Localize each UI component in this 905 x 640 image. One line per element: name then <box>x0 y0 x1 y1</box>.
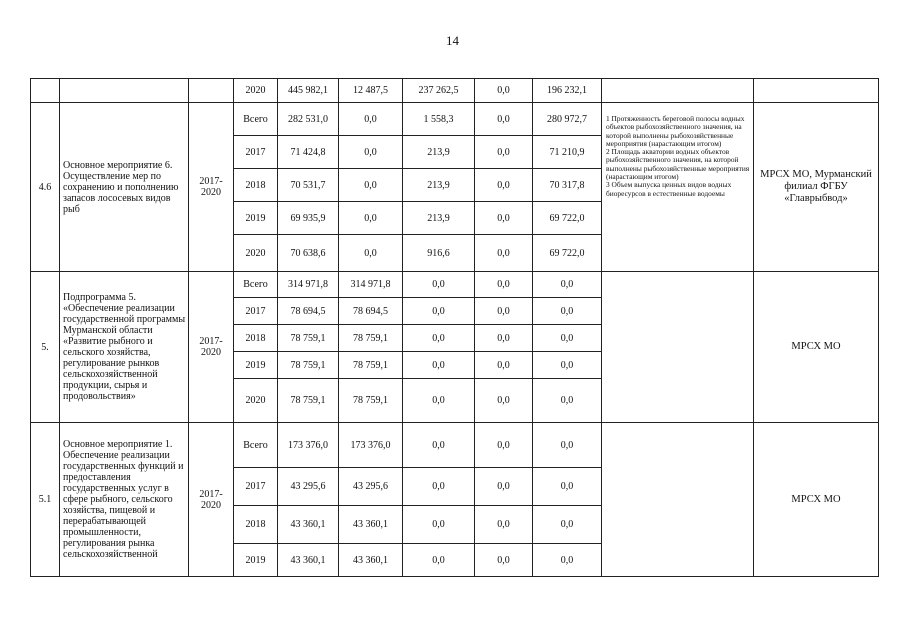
federal-budget-cell: 213,9 <box>403 136 475 169</box>
period-cell: 2017- 2020 <box>189 423 234 577</box>
extra-budget-cell: 69 722,0 <box>533 235 602 272</box>
year-cell: 2017 <box>234 468 278 506</box>
period-cell: 2017- 2020 <box>189 103 234 272</box>
year-cell: Всего <box>234 423 278 468</box>
local-budget-cell: 0,0 <box>475 169 533 202</box>
regional-budget-cell: 43 360,1 <box>339 544 403 577</box>
item-number-cell: 5.1 <box>31 423 60 577</box>
year-cell: 2020 <box>234 79 278 103</box>
regional-budget-cell: 43 295,6 <box>339 468 403 506</box>
responsible-executor-cell: МРСХ МО, Мурманский филиал ФГБУ «Главрыбвод» <box>754 103 879 272</box>
federal-budget-cell: 0,0 <box>403 325 475 352</box>
local-budget-cell: 0,0 <box>475 79 533 103</box>
year-cell: 2018 <box>234 169 278 202</box>
item-number-cell: 5. <box>31 272 60 423</box>
total-cell: 78 694,5 <box>278 298 339 325</box>
total-cell: 43 360,1 <box>278 506 339 544</box>
year-cell: 2019 <box>234 544 278 577</box>
federal-budget-cell: 0,0 <box>403 379 475 423</box>
local-budget-cell: 0,0 <box>475 235 533 272</box>
regional-budget-cell: 78 694,5 <box>339 298 403 325</box>
regional-budget-cell: 314 971,8 <box>339 272 403 298</box>
local-budget-cell: 0,0 <box>475 379 533 423</box>
indicators-cell <box>602 272 754 423</box>
local-budget-cell: 0,0 <box>475 202 533 235</box>
extra-budget-cell: 0,0 <box>533 352 602 379</box>
local-budget-cell: 0,0 <box>475 136 533 169</box>
year-cell: 2019 <box>234 352 278 379</box>
page-number: 14 <box>446 33 459 48</box>
table-row <box>31 79 879 103</box>
federal-budget-cell: 0,0 <box>403 298 475 325</box>
responsible-cell <box>754 79 879 103</box>
federal-budget-cell: 213,9 <box>403 169 475 202</box>
indicator-item: 2 Площадь акватории водных объектов рыбохозяйственного значения, на которой выполнены рыбохозяйственные мероприятия (нарастающим итогом) <box>606 147 750 182</box>
year-cell: 2018 <box>234 506 278 544</box>
regional-budget-cell: 0,0 <box>339 136 403 169</box>
federal-budget-cell: 0,0 <box>403 506 475 544</box>
extra-budget-cell: 71 210,9 <box>533 136 602 169</box>
total-cell: 69 935,9 <box>278 202 339 235</box>
extra-budget-cell: 0,0 <box>533 423 602 468</box>
federal-budget-cell: 0,0 <box>403 544 475 577</box>
extra-budget-cell: 0,0 <box>533 468 602 506</box>
item-number-cell: 4.6 <box>31 103 60 272</box>
empty-cell <box>60 79 189 103</box>
extra-budget-cell: 0,0 <box>533 506 602 544</box>
federal-budget-cell: 0,0 <box>403 423 475 468</box>
activity-name-cell: Подпрограмма 5. «Обеспечение реализации государственной программы Мурманской области «Развитие рыбного и сельского хозяйства, регулирование рынков сельскохозяйственной продукции, сырья и продовольствия» <box>60 272 189 423</box>
total-cell: 282 531,0 <box>278 103 339 136</box>
regional-budget-cell: 78 759,1 <box>339 325 403 352</box>
federal-budget-cell: 0,0 <box>403 352 475 379</box>
federal-budget-cell: 237 262,5 <box>403 79 475 103</box>
extra-budget-cell: 0,0 <box>533 544 602 577</box>
extra-budget-cell: 0,0 <box>533 325 602 352</box>
extra-budget-cell: 0,0 <box>533 298 602 325</box>
year-cell: Всего <box>234 103 278 136</box>
local-budget-cell: 0,0 <box>475 468 533 506</box>
program-activities-table <box>30 78 879 577</box>
empty-cell <box>31 79 60 103</box>
total-cell: 43 360,1 <box>278 544 339 577</box>
regional-budget-cell: 173 376,0 <box>339 423 403 468</box>
year-cell: 2018 <box>234 325 278 352</box>
regional-budget-cell: 0,0 <box>339 103 403 136</box>
extra-budget-cell: 196 232,1 <box>533 79 602 103</box>
year-cell: 2017 <box>234 298 278 325</box>
local-budget-cell: 0,0 <box>475 103 533 136</box>
total-cell: 173 376,0 <box>278 423 339 468</box>
regional-budget-cell: 0,0 <box>339 235 403 272</box>
local-budget-cell: 0,0 <box>475 506 533 544</box>
federal-budget-cell: 213,9 <box>403 202 475 235</box>
year-cell: 2019 <box>234 202 278 235</box>
regional-budget-cell: 0,0 <box>339 169 403 202</box>
indicators-cell <box>602 423 754 577</box>
year-cell: 2020 <box>234 235 278 272</box>
responsible-executor-cell: МРСХ МО <box>754 423 879 577</box>
federal-budget-cell: 0,0 <box>403 468 475 506</box>
total-cell: 43 295,6 <box>278 468 339 506</box>
regional-budget-cell: 78 759,1 <box>339 379 403 423</box>
extra-budget-cell: 0,0 <box>533 379 602 423</box>
empty-cell <box>189 79 234 103</box>
total-cell: 78 759,1 <box>278 352 339 379</box>
year-cell: Всего <box>234 272 278 298</box>
total-cell: 71 424,8 <box>278 136 339 169</box>
regional-budget-cell: 12 487,5 <box>339 79 403 103</box>
regional-budget-cell: 78 759,1 <box>339 352 403 379</box>
total-cell: 70 638,6 <box>278 235 339 272</box>
extra-budget-cell: 280 972,7 <box>533 103 602 136</box>
table-row <box>31 423 879 468</box>
regional-budget-cell: 0,0 <box>339 202 403 235</box>
local-budget-cell: 0,0 <box>475 352 533 379</box>
activity-name-cell: Основное мероприятие 1. Обеспечение реализации государственных функций и предоставления государственных услуг в сфере рыбного, сельского хозяйства, пищевой и перерабатывающей промышленности, регулирования рынка сельскохозяйственной <box>60 423 189 577</box>
regional-budget-cell: 43 360,1 <box>339 506 403 544</box>
table-row <box>31 103 879 136</box>
indicators-cell <box>602 79 754 103</box>
table-row <box>31 272 879 298</box>
year-cell: 2020 <box>234 379 278 423</box>
total-cell: 78 759,1 <box>278 379 339 423</box>
local-budget-cell: 0,0 <box>475 325 533 352</box>
indicators-cell <box>602 103 754 272</box>
total-cell: 70 531,7 <box>278 169 339 202</box>
federal-budget-cell: 0,0 <box>403 272 475 298</box>
activity-name-cell: Основное мероприятие 6. Осуществление мер по сохранению и пополнению запасов лососевых видов рыб <box>60 103 189 272</box>
indicator-item: 1 Протяженность береговой полосы водных объектов рыбохозяйственного значения, на которой выполнены рыбохозяйственные мероприятия (нарастающим итогом) <box>606 114 745 148</box>
responsible-executor-cell: МРСХ МО <box>754 272 879 423</box>
federal-budget-cell: 916,6 <box>403 235 475 272</box>
federal-budget-cell: 1 558,3 <box>403 103 475 136</box>
total-cell: 314 971,8 <box>278 272 339 298</box>
extra-budget-cell: 69 722,0 <box>533 202 602 235</box>
indicator-item: 3 Объем выпуска ценных видов водных биоресурсов в естественные водоемы <box>606 180 732 198</box>
year-cell: 2017 <box>234 136 278 169</box>
local-budget-cell: 0,0 <box>475 544 533 577</box>
total-cell: 78 759,1 <box>278 325 339 352</box>
local-budget-cell: 0,0 <box>475 272 533 298</box>
total-cell: 445 982,1 <box>278 79 339 103</box>
extra-budget-cell: 70 317,8 <box>533 169 602 202</box>
period-cell: 2017- 2020 <box>189 272 234 423</box>
local-budget-cell: 0,0 <box>475 423 533 468</box>
table-body <box>31 79 879 577</box>
local-budget-cell: 0,0 <box>475 298 533 325</box>
extra-budget-cell: 0,0 <box>533 272 602 298</box>
